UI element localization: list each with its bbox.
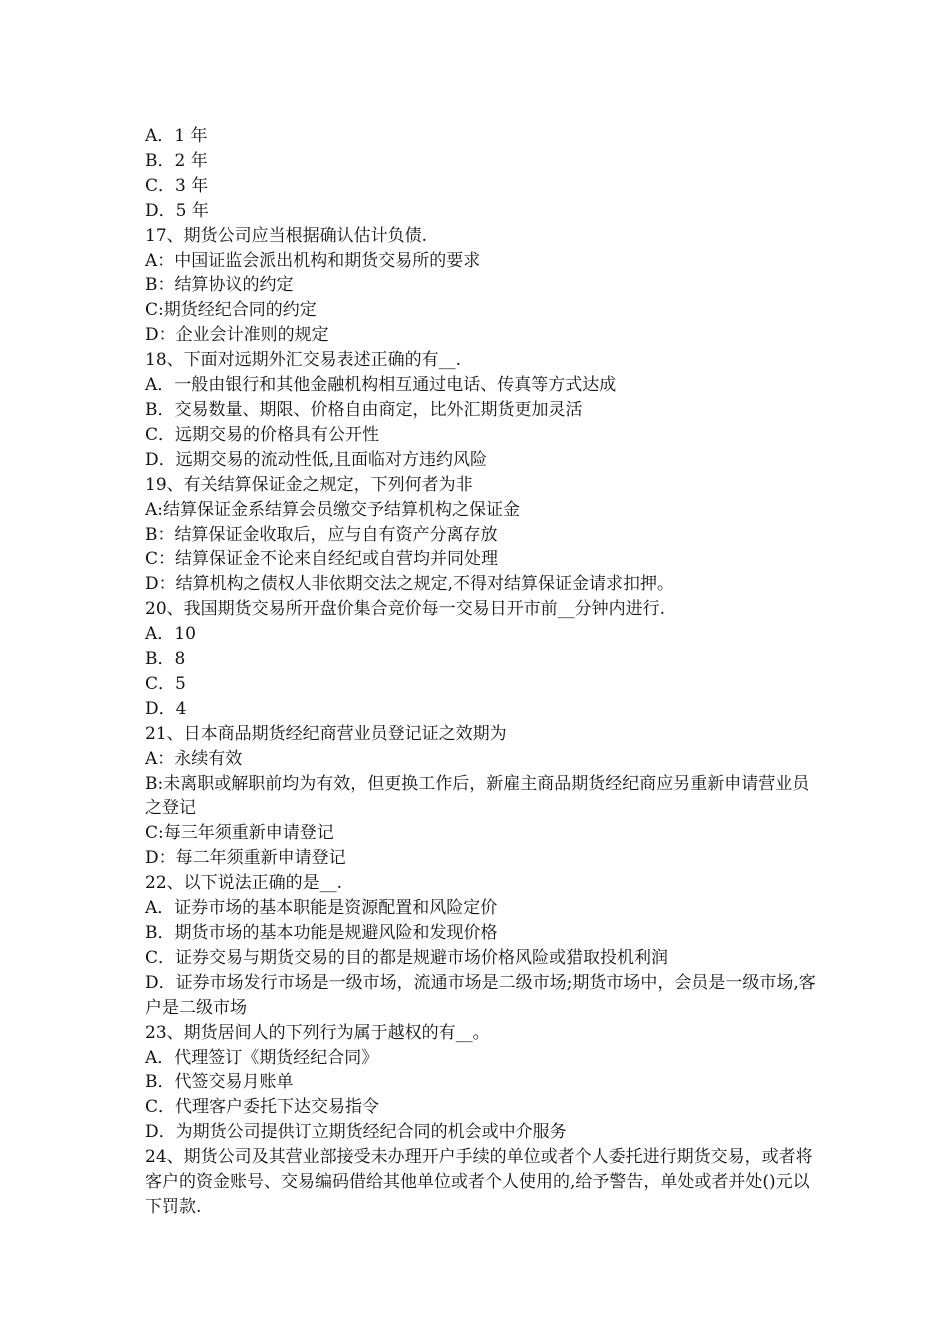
question-17-option-c: C:期货经纪合同的约定 [145,300,317,321]
question-22-option-c: C．证券交易与期货交易的目的都是规避市场价格风险或猎取投机利润 [145,947,669,968]
question-21-option-c: C:每三年须重新申请登记 [145,823,334,844]
line-16-option-d: D．5 年 [145,200,209,221]
question-17: 17、期货公司应当根据确认估计负债. [145,225,428,246]
question-17-option-a: A：中国证监会派出机构和期货交易所的要求 [145,250,481,271]
line-16-option-c: C．3 年 [145,175,209,196]
question-23-option-b: B．代签交易月账单 [145,1072,294,1093]
question-20: 20、我国期货交易所开盘价集合竞价每一交易日开市前__分钟内进行. [145,599,666,620]
question-19-option-d: D：结算机构之债权人非依期交法之规定,不得对结算保证金请求扣押。 [145,574,675,595]
question-23-option-d: D．为期货公司提供订立期货经纪合同的机会或中介服务 [145,1122,567,1143]
question-23-option-a: A．代理签订《期货经纪合同》 [145,1047,379,1068]
line-16-option-a: A．1 年 [145,126,208,146]
question-19-option-c: C：结算保证金不论来自经纪或自营均并同处理 [145,549,499,570]
question-19: 19、有关结算保证金之规定，下列何者为非 [145,474,473,495]
line-16-option-b: B．2 年 [145,150,208,171]
question-22-option-a: A．证券市场的基本职能是资源配置和风险定价 [145,898,498,919]
question-18-option-c: C．远期交易的价格具有公开性 [145,424,380,445]
question-19-option-a: A:结算保证金系结算会员缴交予结算机构之保证金 [145,499,521,520]
question-20-option-a: A．10 [145,624,196,645]
question-21-option-a: A：永续有效 [145,748,243,769]
question-21-option-d: D：每二年须重新申请登记 [145,848,346,869]
question-20-option-b: B．8 [145,649,186,670]
question-22: 22、以下说法正确的是__. [145,873,343,894]
question-19-option-b: B：结算保证金收取后，应与自有资产分离存放 [145,524,498,545]
question-22-option-b: B．期货市场的基本功能是规避风险和发现价格 [145,923,498,943]
question-23: 23、期货居间人的下列行为属于越权的有__。 [145,1022,490,1043]
question-22-option-d: D．证券市场发行市场是一级市场，流通市场是二级市场;期货市场中，会员是一级市场,客户是二级市场 [145,972,816,1018]
question-18-option-d: D．远期交易的流动性低,且面临对方违约风险 [145,449,488,470]
question-23-option-c: C．代理客户委托下达交易指令 [145,1097,380,1118]
question-18-option-a: A．一般由银行和其他金融机构相互通过电话、传真等方式达成 [145,375,617,396]
question-24: 24、期货公司及其营业部接受未办理开户手续的单位或者个人委托进行期货交易，或者将客户的资金账号、交易编码借给其他单位或者个人使用的,给予警告，单处或者并处()元以下罚款. [145,1147,813,1217]
question-18: 18、下面对远期外汇交易表述正确的有__. [145,350,462,371]
question-17-option-b: B：结算协议的约定 [145,275,294,296]
question-17-option-d: D：企业会计准则的规定 [145,325,329,346]
question-21: 21、日本商品期货经纪商营业员登记证之效期为 [145,723,507,744]
document-body [145,124,825,1220]
question-18-option-b: B．交易数量、期限、价格自由商定，比外汇期货更加灵活 [145,399,583,420]
question-20-option-d: D．4 [145,698,187,719]
question-21-option-b: B:未离职或解职前均为有效，但更换工作后，新雇主商品期货经纪商应另重新申请营业员之登记 [145,773,810,819]
question-20-option-c: C．5 [145,673,186,694]
